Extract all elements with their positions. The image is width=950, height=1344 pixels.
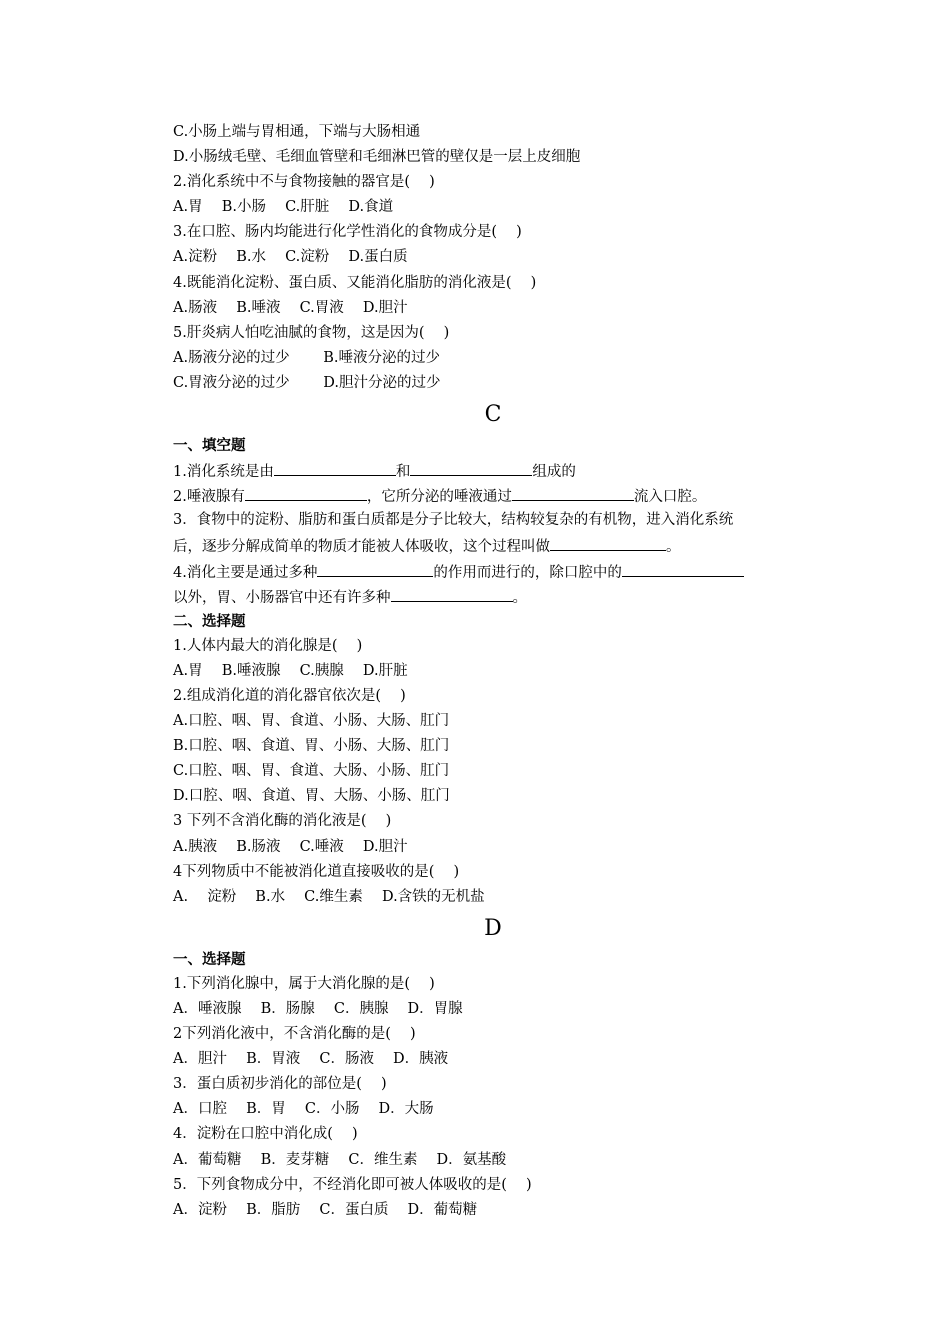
options-line: A．胆汁 B．胃液 C．肠液 D．胰液 [173, 1051, 449, 1068]
fill-question-4-line-1 [173, 559, 813, 584]
text: 2.唾液腺有 [173, 489, 245, 506]
options-line: A.胃 B.小肠 C.肝脏 D.食道 [173, 199, 394, 216]
fill-blank-heading: 一、填空题 [173, 437, 246, 455]
text-line: C.小肠上端与胃相通，下端与大肠相通 [173, 124, 421, 140]
options-line: C.胃液分泌的过少 D.胆汁分泌的过少 [173, 374, 441, 391]
text: 。 [512, 589, 527, 606]
options-line: A.淀粉 B.水 C.淀粉 D.蛋白质 [173, 249, 408, 266]
question-line: 5.肝炎病人怕吃油腻的食物，这是因为( ) [173, 324, 450, 341]
question-line: 5．下列食物成分中，不经消化即可被人体吸收的是( ) [173, 1176, 532, 1193]
options-line: A.肠液 B.唾液 C.胃液 D.胆汁 [173, 299, 408, 316]
options-line: A．口腔 B．胃 C．小肠 D．大肠 [173, 1101, 434, 1118]
text-line: D.小肠绒毛壁、毛细血管壁和毛细淋巴管的壁仅是一层上皮细胞 [173, 149, 581, 166]
options-line: A.胃 B.唾液腺 C.胰腺 D.肝脏 [173, 662, 408, 679]
fill-question-4-line-2 [173, 584, 813, 609]
options-line: C.口腔、咽、胃、食道、大肠、小肠、肛门 [173, 763, 450, 780]
question-line: 4.既能消化淀粉、蛋白质、又能消化脂肪的消化液是( ) [173, 274, 537, 291]
document-content [173, 120, 813, 1223]
question-line: 1.下列消化腺中，属于大消化腺的是( ) [173, 975, 435, 992]
answer-blank [245, 483, 367, 501]
fill-question-1 [173, 458, 813, 483]
options-line: A．葡萄糖 B．麦芽糖 C．维生素 D．氨基酸 [173, 1151, 507, 1168]
section-d-title: D [484, 915, 502, 941]
answer-blank [317, 559, 433, 577]
question-line: 2.消化系统中不与食物接触的器官是( ) [173, 174, 435, 191]
text: 。 [666, 539, 681, 556]
fill-question-3-line-2 [173, 533, 813, 558]
fill-question-3-line-1: 3．食物中的淀粉、脂肪和蛋白质都是分子比较大，结构较复杂的有机物，进入消化系统 [173, 512, 734, 529]
text: 后，逐步分解成简单的物质才能被人体吸收，这个过程叫做 [173, 539, 550, 556]
text: 和 [395, 464, 411, 481]
choice-heading: 二、选择题 [173, 612, 246, 630]
options-line: B.口腔、咽、食道、胃、小肠、大肠、肛门 [173, 738, 450, 755]
question-line: 3．蛋白质初步消化的部位是( ) [173, 1076, 387, 1093]
choice-heading: 一、选择题 [173, 950, 246, 968]
text: 4.消化主要是通过多种 [173, 564, 318, 581]
text: 以外，胃、小肠器官中还有许多种 [173, 589, 391, 606]
question-line: 4下列物质中不能被消化道直接吸收的是( ) [173, 863, 460, 880]
text: ，它所分泌的唾液通过 [366, 489, 512, 506]
answer-blank [622, 559, 744, 577]
question-line: 3 下列不含消化酶的消化液是( ) [173, 813, 392, 830]
answer-blank [391, 584, 513, 602]
question-line: 3.在口腔、肠内均能进行化学性消化的食物成分是( ) [173, 224, 522, 241]
options-line: A．淀粉 B．脂肪 C．蛋白质 D．葡萄糖 [173, 1201, 478, 1218]
options-line: A.胰液 B.肠液 C.唾液 D.胆汁 [173, 838, 408, 855]
question-line: 1.人体内最大的消化腺是( ) [173, 637, 363, 654]
options-line: D.口腔、咽、食道、胃、大肠、小肠、肛门 [173, 788, 450, 805]
answer-blank [274, 458, 396, 476]
text: 组成的 [532, 464, 576, 481]
fill-question-2 [173, 483, 813, 508]
text: 1.消化系统是由 [173, 464, 274, 481]
options-line: A.口腔、咽、胃、食道、小肠、大肠、肛门 [173, 713, 450, 730]
question-line: 2.组成消化道的消化器官依次是( ) [173, 687, 406, 704]
answer-blank [550, 533, 666, 551]
section-c-title: C [484, 402, 502, 428]
text: 流入口腔。 [633, 489, 707, 506]
section-b-tail [173, 120, 813, 396]
text: 的作用而进行的，除口腔中的 [433, 564, 622, 581]
question-line: 2下列消化液中，不含消化酶的是( ) [173, 1026, 416, 1043]
answer-blank [512, 483, 634, 501]
options-line: A.肠液分泌的过少 B.唾液分泌的过少 [173, 349, 440, 366]
question-line: 4．淀粉在口腔中消化成( ) [173, 1126, 358, 1143]
options-line: A．唾液腺 B．肠腺 C．胰腺 D．胃腺 [173, 1001, 463, 1017]
answer-blank [410, 458, 532, 476]
options-line: A. 淀粉 B.水 C.维生素 D.含铁的无机盐 [173, 888, 485, 905]
